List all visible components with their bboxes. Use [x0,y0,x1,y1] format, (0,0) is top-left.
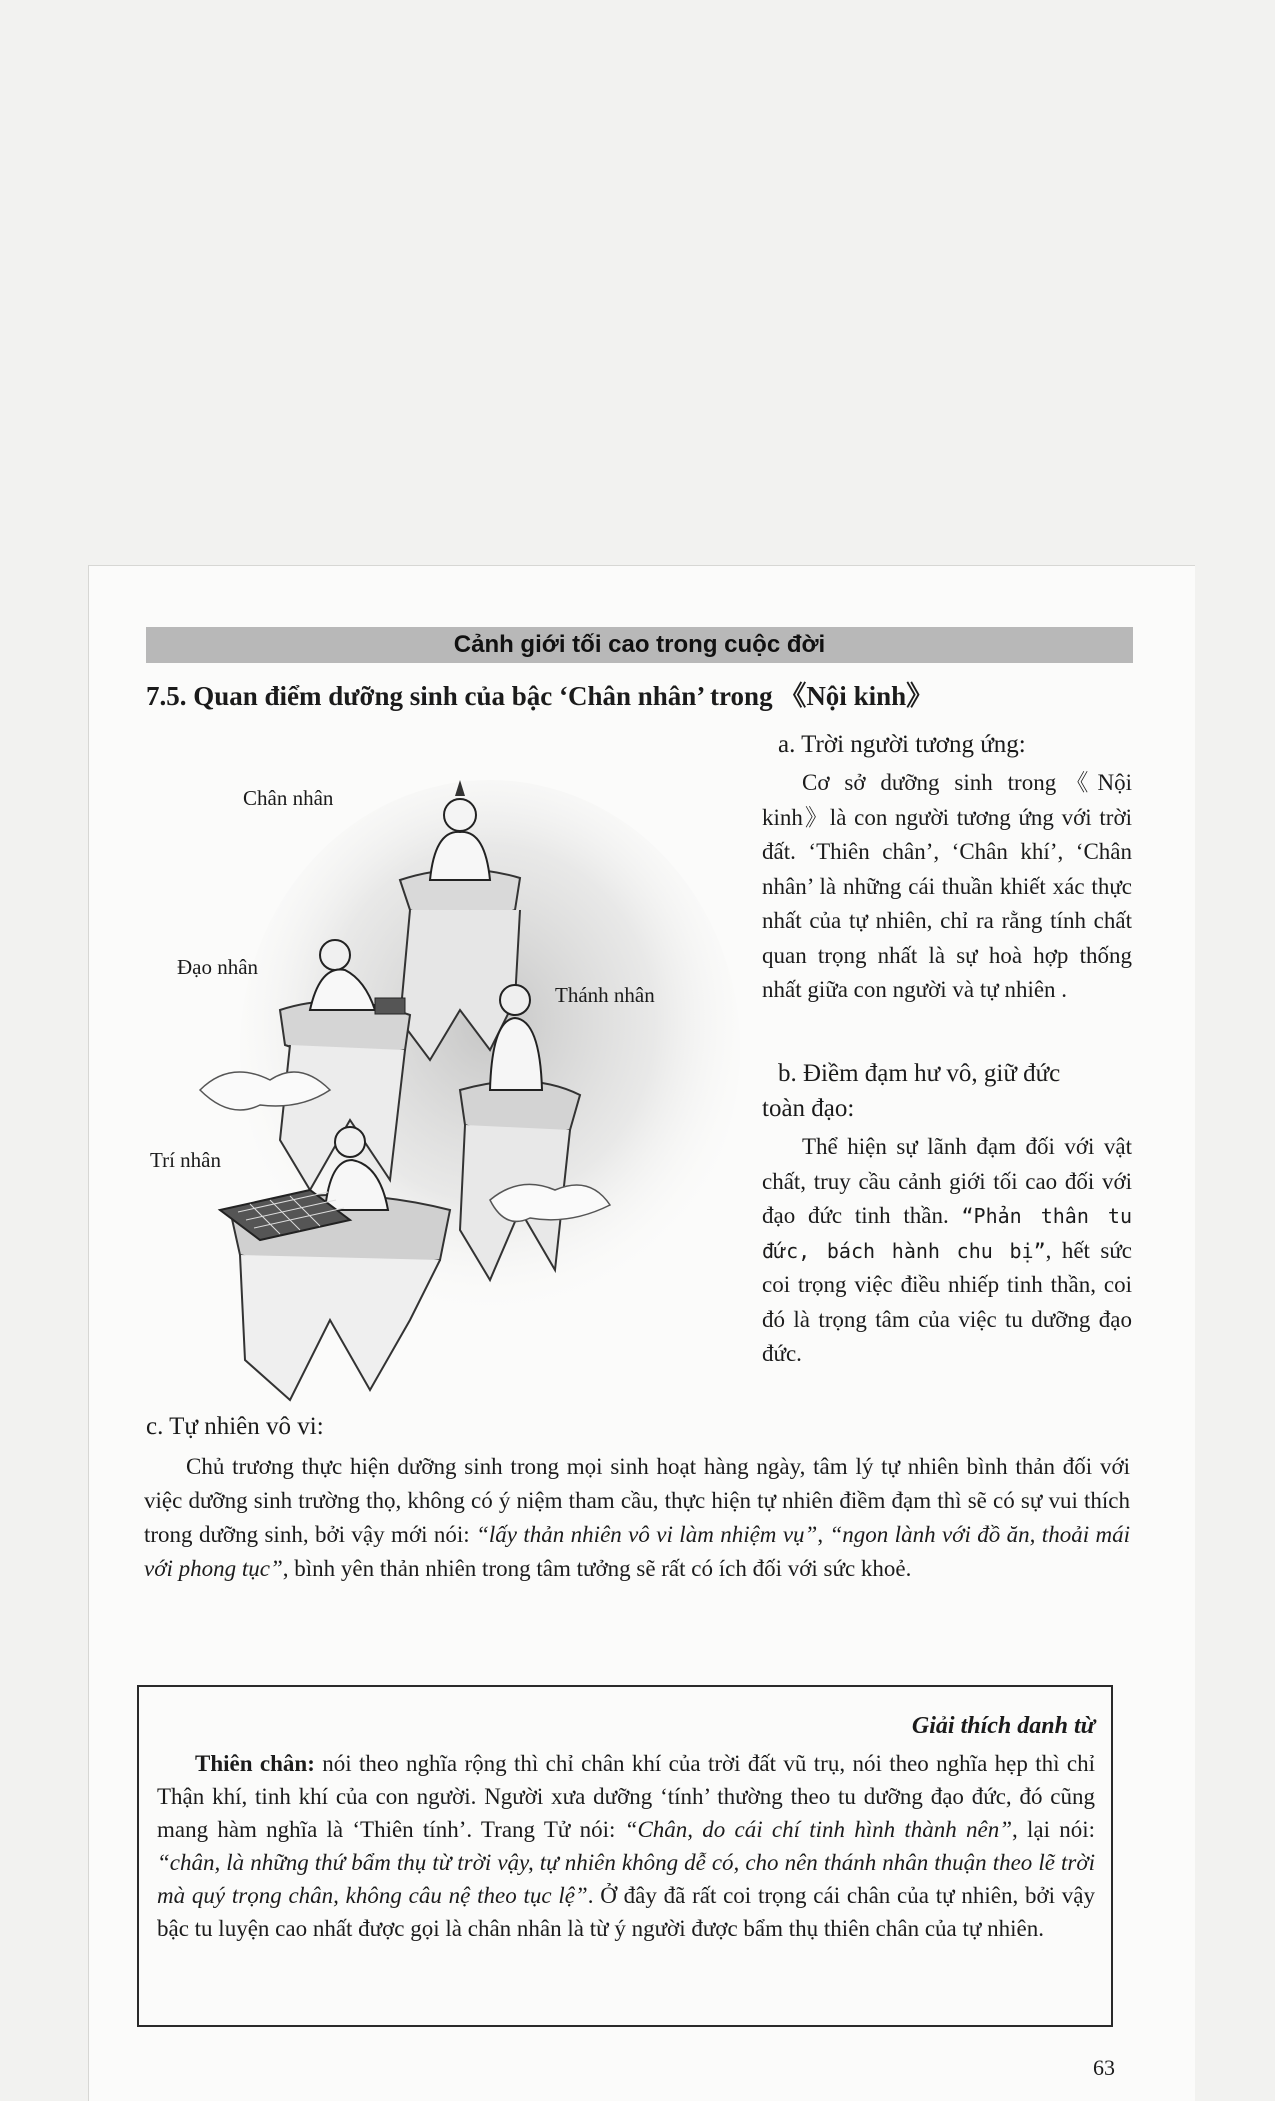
section-b-heading-1: b. Điềm đạm hư vô, giữ đức [778,1060,1061,1087]
glossary-box [137,1685,1113,2027]
section-a-heading: a. Trời người tương ứng: [778,731,1026,758]
section-b-quote: “Phản thân tu đức, bách hành chu bị” [762,1204,1132,1263]
label-tri-nhan: Trí nhân [150,1148,221,1172]
section-a-text: Cơ sở dưỡng sinh trong《Nội kinh》là con người tương ứng với trời đất. ‘Thiên chân’, ‘Chân khí’, ‘Chân nhân’ là những cái thuần khiết xác thực nhất của tự nhiên, chỉ ra rằng tính chất quan trọng nhất là sự hoà hợp thống nhất giữa con người và tự nhiên . [762,770,1132,1002]
page-number: 63 [1093,2055,1115,2080]
section-c-text: Chủ trương thực hiện dưỡng sinh trong mọi sinh hoạt hàng ngày, tâm lý tự nhiên bình thản đối với việc dưỡng sinh trường thọ, không có ý niệm tham cầu, thực hiện tự nhiên điềm đạm thì sẽ có sự vui thích trong dưỡng sinh, bởi vậy mới nói: “lấy thản nhiên vô vi làm nhiệm vụ”, “ngon lành với đồ ăn, thoải mái với phong tục”, bình yên thản nhiên trong tâm tưởng sẽ rất có ích đối với sức khoẻ. [144,1454,1130,1581]
section-heading: 7.5. Quan điểm dưỡng sinh của bậc ‘Chân nhân’ trong 《Nội kinh》 [146,681,934,711]
glossary-text: Thiên chân: nói theo nghĩa rộng thì chỉ chân khí của trời đất vũ trụ, nói theo nghĩa hẹp thì chỉ Thận khí, tinh khí của con người. Người xưa dưỡng ‘tính’ thường theo tu dưỡng đạo đức, đó cũng mang hàm nghĩa là ‘Thiên tính’. Trang Tử nói: “Chân, do cái chí tinh hình thành nên”, lại nói: “chân, là những thứ bẩm thụ từ trời vậy, tự nhiên không dễ có, cho nên thánh nhân thuận theo lẽ trời mà quý trọng chân, không câu nệ theo tục lệ”. Ở đây đã rất coi trọng cái chân của tự nhiên, bởi vậy bậc tu luyện cao nhất được gọi là chân nhân là từ ý người được bẩm thụ thiên chân của tự nhiên. [157,1751,1096,1941]
label-chan-nhan: Chân nhân [243,786,334,810]
glossary-term: Thiên chân: [195,1751,315,1776]
section-b-heading-2: toàn đạo: [762,1095,855,1122]
label-thanh-nhan: Thánh nhân [555,983,655,1007]
section-c-quote-1: “lấy thản nhiên vô vi làm nhiệm vụ” [476,1522,818,1547]
chapter-banner: Cảnh giới tối cao trong cuộc đời [146,627,1133,663]
section-c-quote-2: “ngon lành với đồ ăn, thoải mái với phong tục” [144,1522,1130,1581]
section-b-text: Thể hiện sự lãnh đạm đối với vật chất, truy cầu cảnh giới tối cao đối với đạo đức tinh thần. “Phản thân tu đức, bách hành chu bị”, hết sức coi trọng việc điều nhiếp tinh thần, coi đó là trọng tâm của việc tu dưỡng đạo đức. [762,1134,1132,1366]
sages-illustration [160,760,770,1410]
glossary-title: Giải thích danh từ [911,1713,1095,1739]
label-dao-nhan: Đạo nhân [177,955,259,979]
section-c-heading: c. Tự nhiên vô vi: [146,1413,324,1440]
